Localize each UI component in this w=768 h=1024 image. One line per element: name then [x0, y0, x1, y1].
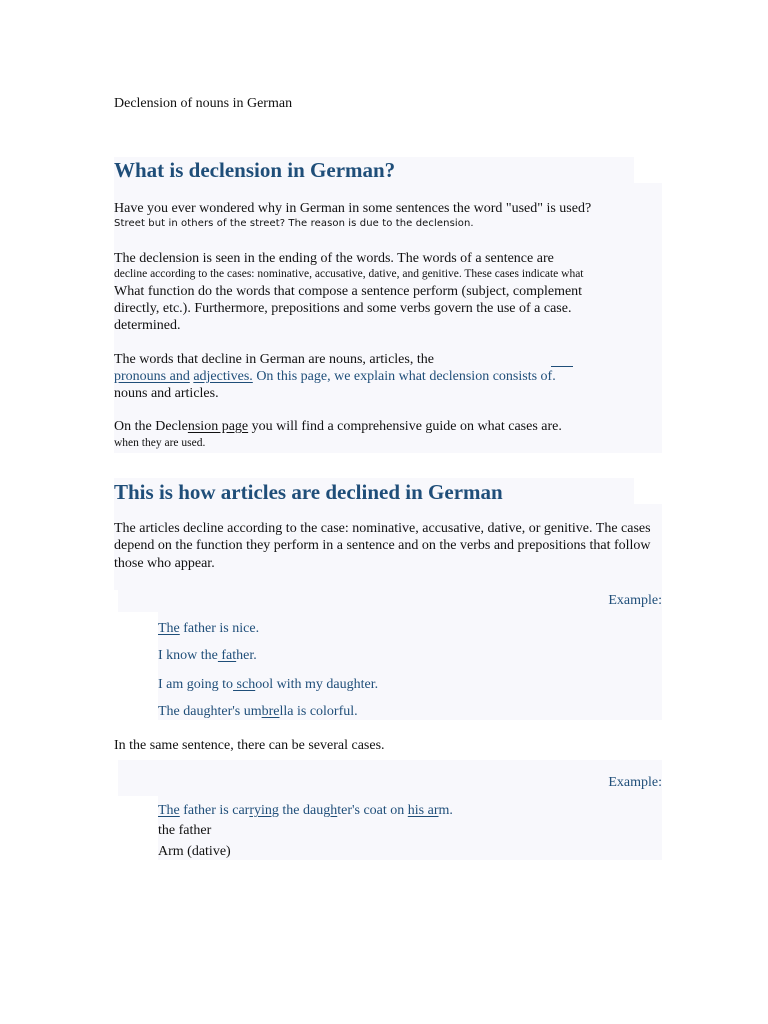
example-text: lla is colorful.	[279, 704, 358, 719]
paragraph-line: when they are used.	[114, 437, 206, 449]
document-title: Declension of nouns in German	[114, 96, 293, 111]
paragraph-line: depend on the function they perform in a sentence and on the verbs and prepositions that follow	[114, 538, 651, 553]
paragraph-line: Have you ever wondered why in German in some sentences the word "used" is used?	[114, 201, 592, 216]
example-word: gh	[323, 803, 338, 818]
paragraph-line: nouns and articles.	[114, 386, 219, 401]
paragraph-text: On this page, we explain what declension consists of.	[256, 369, 556, 384]
example-text: her.	[236, 648, 257, 663]
example-text: ter's coat on	[337, 803, 408, 818]
example-text: father is nice.	[179, 621, 260, 636]
paragraph-line: determined.	[114, 318, 181, 333]
paragraph-line: The articles decline according to the case: nominative, accusative, dative, or genitive. The cases	[114, 521, 651, 536]
paragraph-line: The words that decline in German are nouns, articles, the	[114, 352, 434, 367]
paragraph-line-links	[114, 369, 556, 385]
paragraph-line: Street but in others of the street? The reason is due to the declension.	[114, 218, 474, 229]
pronouns-link[interactable]: pronouns and	[114, 369, 190, 384]
example-text: ool with my daughter.	[255, 677, 379, 692]
example-word: rying	[249, 803, 279, 818]
example-text: father is car	[179, 803, 250, 818]
paragraph-line: directly, etc.). Furthermore, prepositions and some verbs govern the use of a case.	[114, 301, 572, 316]
example-text: The daughter's um	[158, 704, 262, 719]
adjectives-link[interactable]: adjectives.	[193, 369, 253, 384]
example-sentence	[158, 704, 358, 720]
shade-block	[118, 760, 662, 796]
example-text: m.	[438, 803, 453, 818]
example-text: I know the	[158, 648, 218, 663]
example-word: fat	[217, 648, 237, 663]
paragraph-text: you will find a comprehensive guide on what cases are.	[248, 419, 562, 434]
paragraph-line: In the same sentence, there can be several cases.	[114, 738, 385, 753]
declension-page-link[interactable]: nsion page	[187, 419, 249, 434]
example-word: his ar	[407, 803, 439, 818]
paragraph-line: What function do the words that compose a sentence perform (subject, complement	[114, 284, 583, 299]
gloss-line: the father	[158, 823, 212, 838]
example-sentence	[158, 648, 257, 664]
example-text: the dau	[278, 803, 324, 818]
example-text: I am going to	[158, 677, 234, 692]
paragraph-line: decline according to the cases: nominative, accusative, dative, and genitive. These cases indicate what	[114, 268, 584, 280]
example-sentence	[158, 803, 453, 819]
shade-block	[118, 590, 662, 612]
paragraph-line: The declension is seen in the ending of the words. The words of a sentence are	[114, 251, 554, 266]
example-label: Example:	[608, 593, 662, 608]
example-word: The	[158, 803, 180, 818]
example-sentence	[158, 621, 259, 637]
paragraph-line: those who appear.	[114, 556, 215, 571]
section-heading-articles: This is how articles are declined in German	[114, 480, 503, 504]
section-heading-declension: What is declension in German?	[114, 158, 396, 182]
example-sentence	[158, 677, 378, 693]
example-word: bre	[261, 704, 280, 719]
paragraph-text: On the Decle	[114, 419, 188, 434]
blank-underline	[551, 366, 573, 367]
paragraph-line	[114, 419, 562, 435]
example-label: Example:	[608, 775, 662, 790]
gloss-line: Arm (dative)	[158, 844, 231, 859]
example-word: sch	[233, 677, 256, 692]
example-word: The	[158, 621, 180, 636]
